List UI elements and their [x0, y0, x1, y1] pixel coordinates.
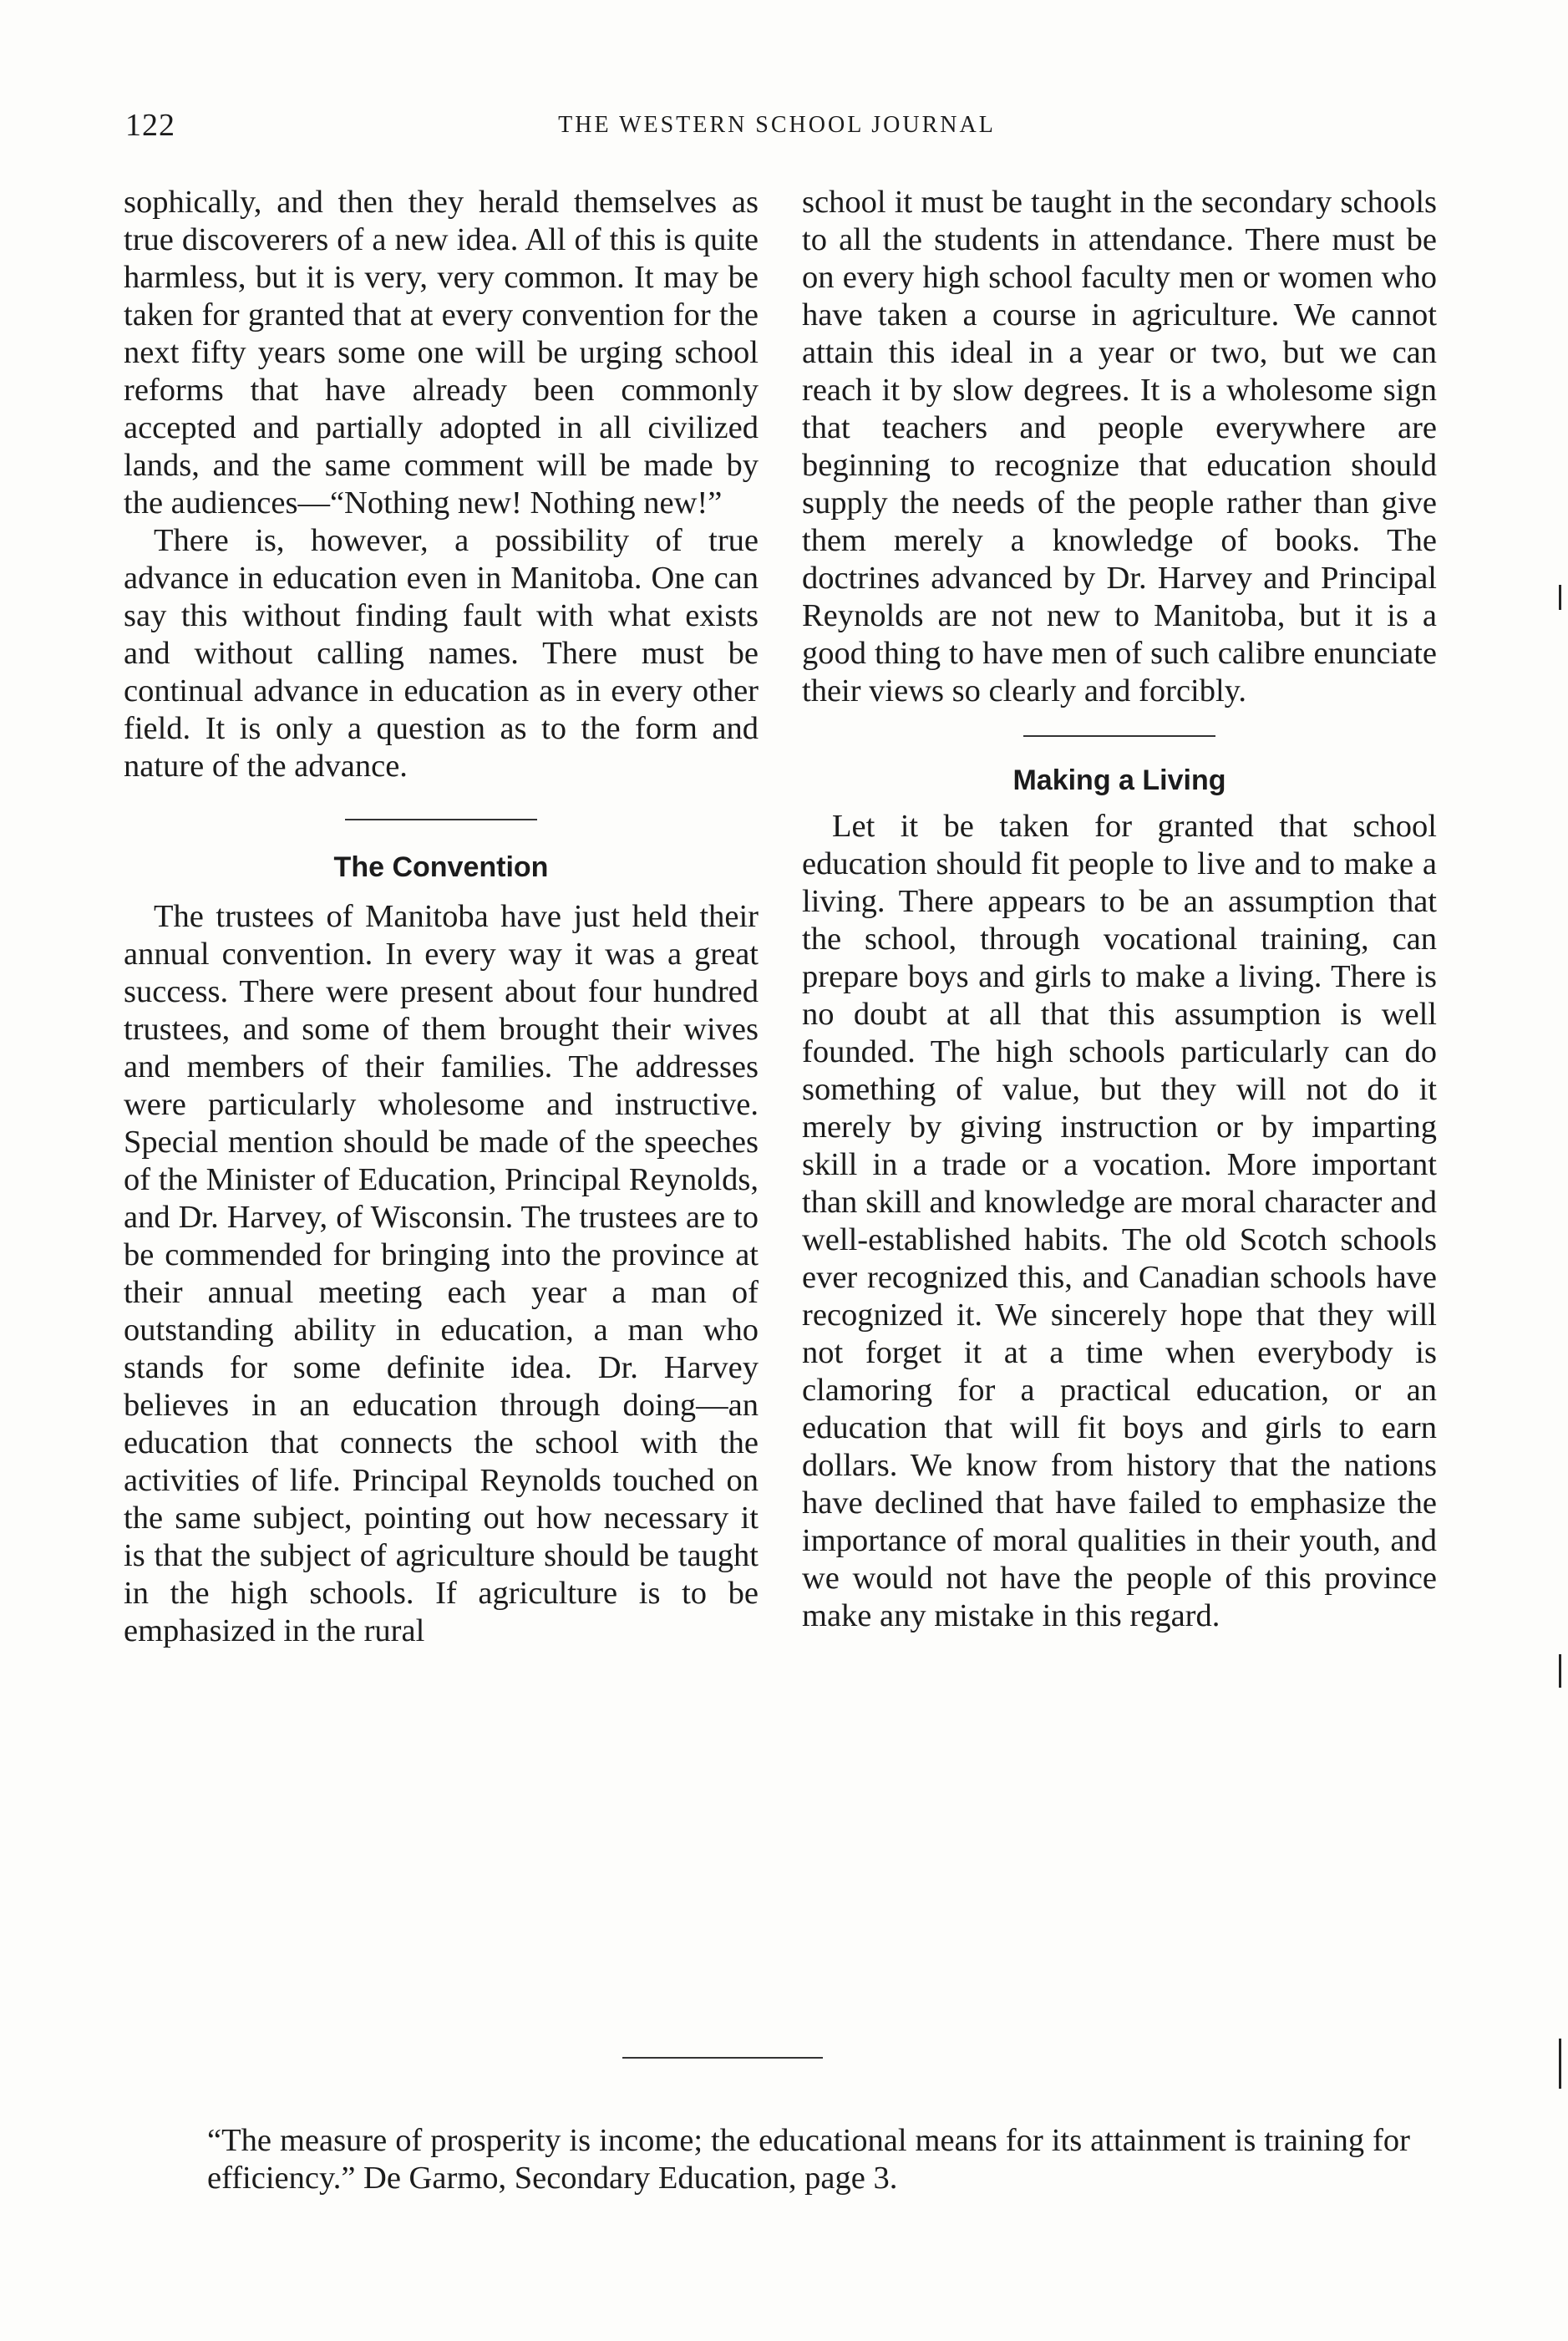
- convention-paragraph: The trustees of Manitoba have just held their annual convention. In every way it was a great success. There were present about four hundred trustees, and some of them brought their wives and members of their families. The addresses were particularly wholesome and instructive. Special mention should be made of the speeches of the Minister of Education, Principal Reynolds, and Dr. Harvey, of Wisconsin. The trustees are to be commended for bringing into the province at their annual meeting each year a man of outstanding ability in education, a man who stands for some definite idea. Dr. Harvey believes in an education through doing—an education that connects the school with the activities of life. Principal Reynolds touched on the same subject, pointing out how necessary it is that the subject of agriculture should be taught in the high schools. If agriculture is to be emphasized in the rural: [124, 899, 759, 1648]
- left-paragraph-2: There is, however, a possibility of true advance in education even in Manitoba. One can say this without finding fault with what exists and without calling names. There must be continual advance in education as in every other field. It is only a question as to the form and nature of the advance.: [124, 523, 759, 784]
- left-column: [124, 184, 759, 1650]
- footer-quote-text: “The measure of prosperity is income; the educational means for its attainment is training for efficiency.” De Garmo, Secondary Education, page 3.: [207, 2123, 1410, 2196]
- page-number: 122: [125, 108, 175, 143]
- running-head: [125, 107, 1428, 149]
- making-a-living-paragraph: Let it be taken for granted that school education should fit people to live and to make a living. There appears to be an assumption that the school, through vocational training, can prepare boys and girls to make a living. There is no doubt at all that this assumption is well founded. The high schools particularly can do something of value, but they will not do it merely by giving instruction or by imparting skill in a trade or a vocation. More important than skill and knowledge are moral character and well-established habits. The old Scotch schools ever recognized this, and Canadian schools have recognized it. We sincerely hope that they will not forget it at a time when everybody is clamoring for a practical education, or an education that will fit boys and girls to earn dollars. We know from history that the nations have declined that have failed to emphasize the importance of moral qualities in their youth, and we would not have the people of this province make any mistake in this regard.: [802, 809, 1437, 1633]
- scan-edge-mark: [1559, 1654, 1561, 1688]
- scan-edge-mark: [1559, 585, 1561, 610]
- left-paragraph-1: sophically, and then they herald themselves as true discoverers of a new idea. All of this is quite harmless, but it is very, very common. It may be taken for granted that at every convention for the next fifty years some one will be urging school reforms that have already been commonly accepted and partially adopted in all civilized lands, and the same comment will be made by the audiences—“Nothing new! Nothing new!”: [124, 185, 759, 521]
- journal-title: THE WESTERN SCHOOL JOURNAL: [558, 112, 996, 138]
- making-a-living-heading: Making a Living: [1012, 764, 1226, 796]
- right-paragraph-1: school it must be taught in the secondary schools to all the students in attendance. There must be on every high school faculty men or women who have taken a course in agriculture. We cannot attain this ideal in a year or two, but we can reach it by slow degrees. It is a wholesome sign that teachers and people everywhere are beginning to recognize that education should supply the needs of the people rather than give them merely a knowledge of books. The doctrines advanced by Dr. Harvey and Principal Reynolds are not new to Manitoba, but it is a good thing to have men of such calibre enunciate their views so clearly and forcibly.: [802, 185, 1437, 708]
- scan-edge-mark: [1559, 2039, 1561, 2089]
- footer-quote: [124, 2122, 1410, 2197]
- right-column: [802, 184, 1437, 1635]
- convention-heading: The Convention: [333, 851, 549, 883]
- bottom-divider: [622, 2057, 823, 2059]
